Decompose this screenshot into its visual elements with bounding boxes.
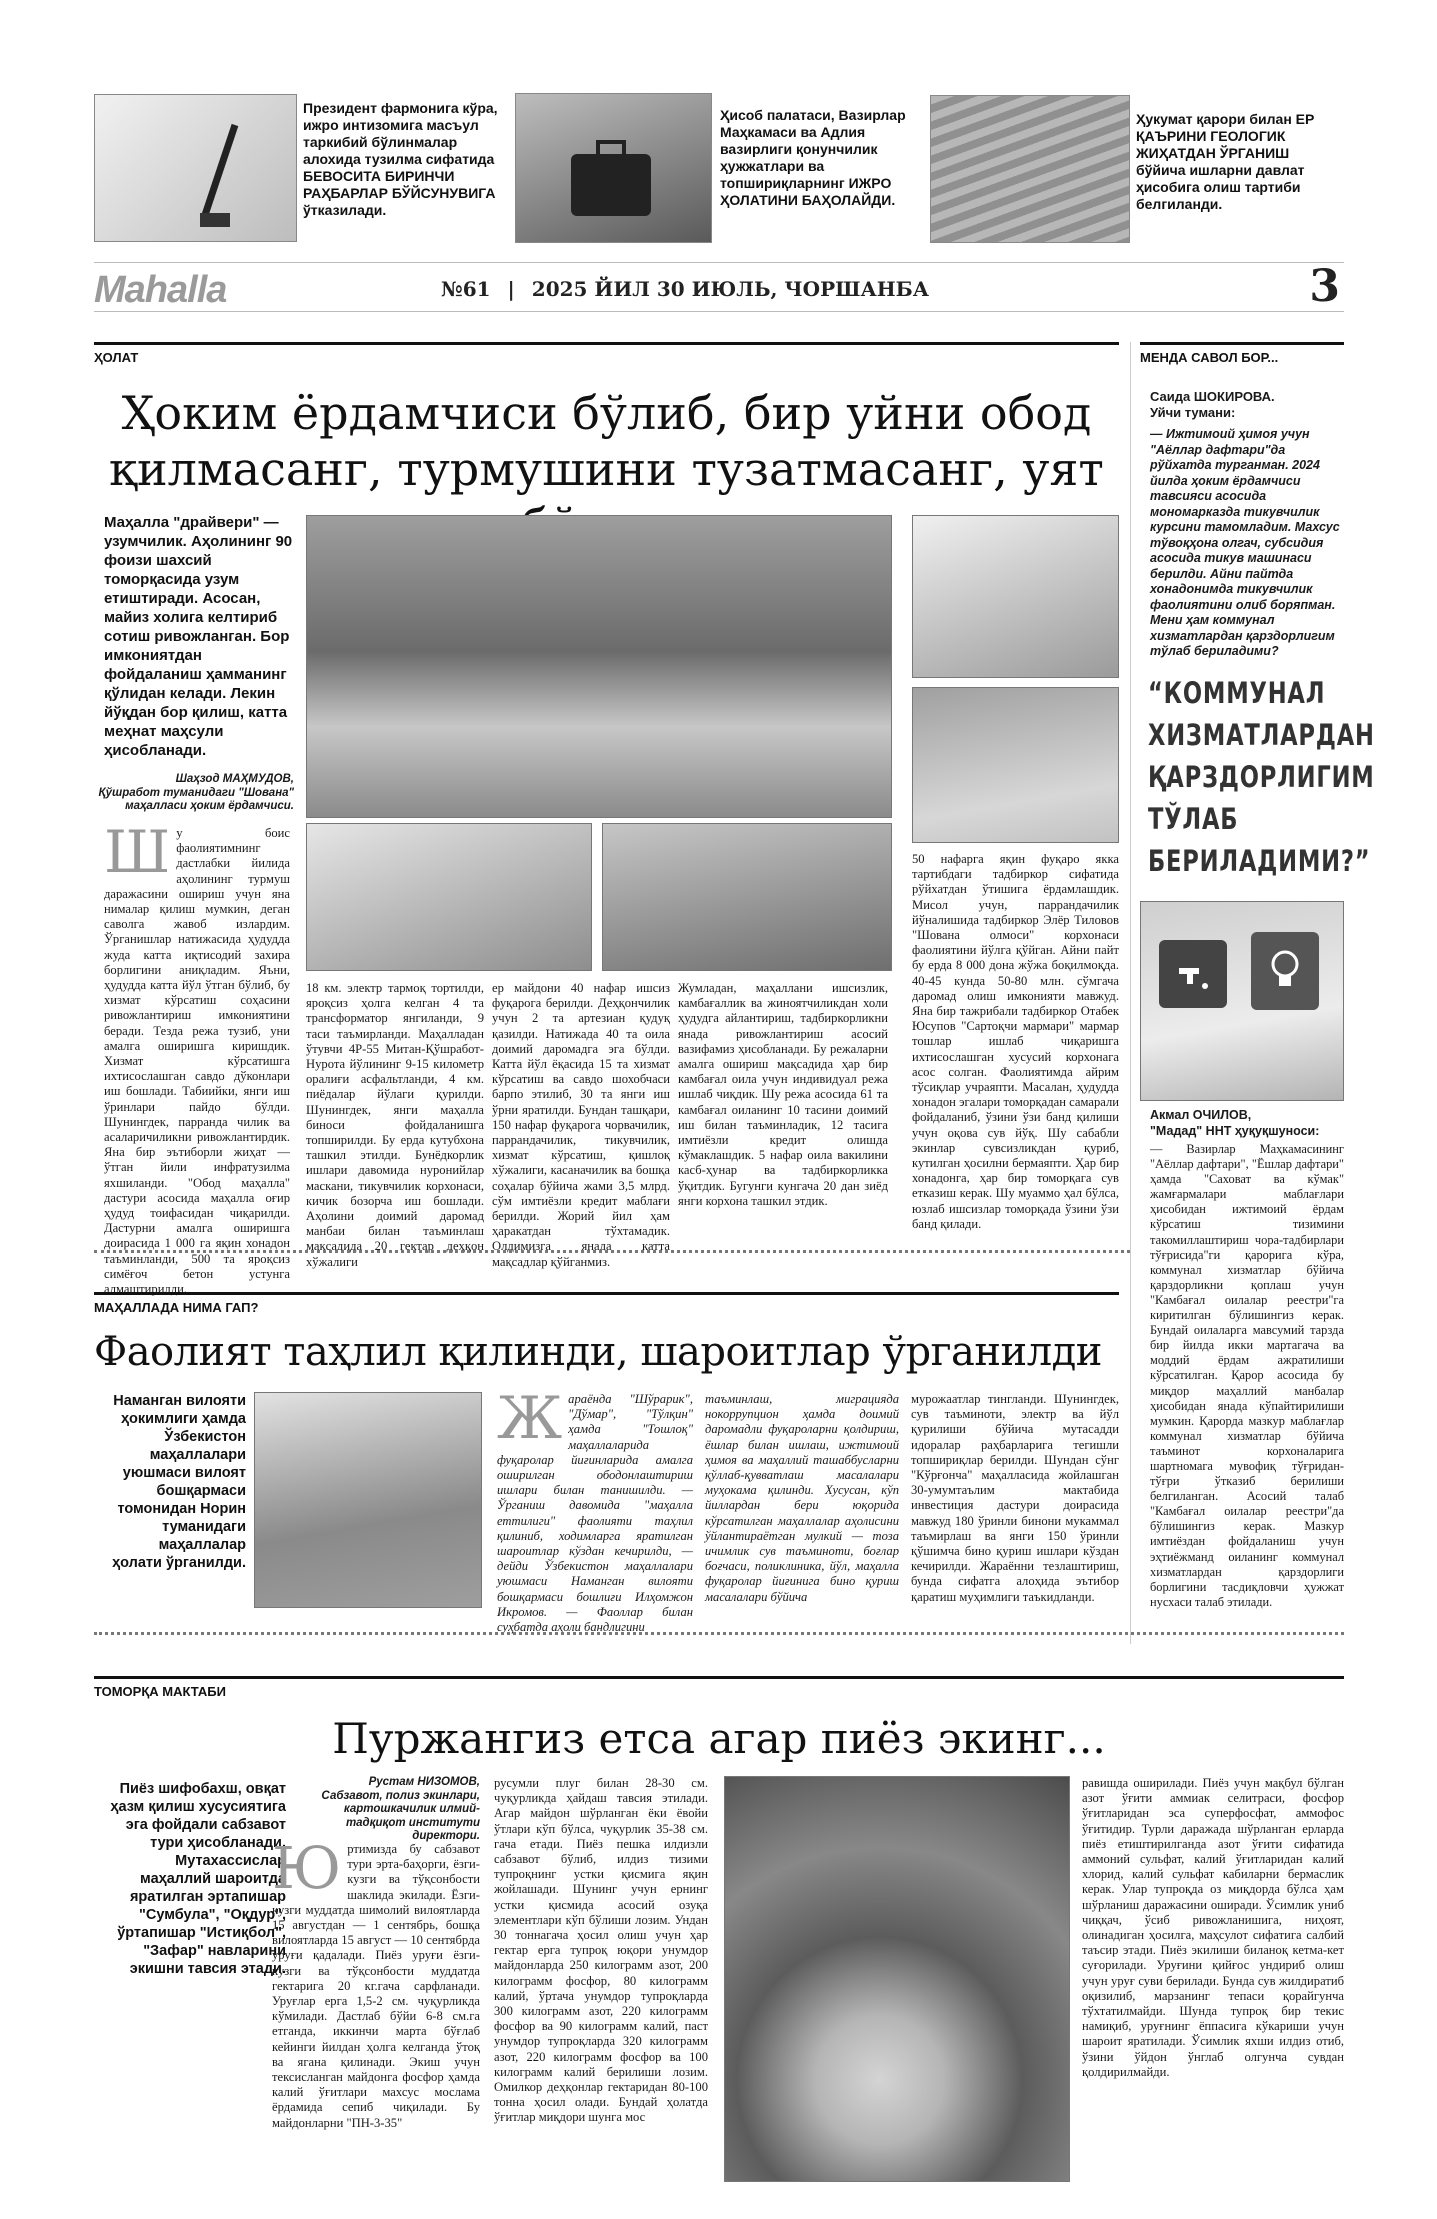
article1-main-photo <box>306 515 892 818</box>
issue-date: 2025 ЙИЛ 30 ИЮЛЬ, ЧОРШАНБА <box>531 277 930 301</box>
article2-col1-text: араёнда "Шўрарик", "Дўмар", "Тўлқин" ҳамда "Тошлоқ" маҳаллаларида фуқаролар йиғинларида амалга оширилган ободонлаштириш ишлари билан танишилди. — Ўрганиш давомида "маҳалла еттилиги" фаолияти таҳлил қилиниб, ходимларга яратилган шароитлар кўздан кечирилди, — дейди Ўзбекистон маҳаллалари уюшмаси Наманган вилояти бошқармаси бошлиғи Илҳомжон Икромов. — Фаоллар билан суҳбатда аҳоли бандлигини <box>497 1392 693 1635</box>
article1-col5: 50 нафарга яқин фуқаро якка тартибдаги тадбиркор сифатида рўйхатдан ўтишига ёрдамлашдик. Мисол учун, паррандачилик йўналишида тадбиркор Элёр Тиловов "Шована олмоси" корхонаси фаолиятини йўлга қўйган. Айни пайт бу ерда 8 000 дона жўжа боқилмоқда. 40-45 кунда 50-80 млн. сўмгача даромад олиш имконияти мавжуд. Яна бир тажрибали тадбиркор Отабек Юсупов "Сартоқчи мармари" мармар тошлар ишлаб чиқаришга ихтисослашган хусусий корхонага асос солган. Фаолиятимда айрим тўсиқлар учраяпти. Масалан, ҳудудда хонадон эгалари томорқадан самарали фойдаланиб, ўзини ўзи банд қилиши учун оқова сув йўқ. Шу сабабли экинлар сувсизликдан қуриб, кутилган ҳосилни бермаяпти. Ҳар бир хонадонга, ҳар бир томорқага сув етказиш керак. Шу муаммо ҳал бўлса, юзлаб ишсизлар томорқада ўзини ўзи банд қилади. <box>912 852 1119 1231</box>
article1-rubric: ҲОЛАТ <box>94 342 1119 365</box>
article1-headline-line2: қилмасанг, турмушини тузатмасанг, уят <box>109 442 1104 496</box>
article2-col3: мурожаатлар тингланди. Шунингдек, сув таъминоти, электр ва йўл қурилиши бўйича мутасадди идоралар раҳбарларига тегишли топшириқлар берилди. Шундан сўнг "Кўрғонча" маҳалласида жойлашган 30-умумтаълим мактабида инвестиция дастури доирасида мавжуд 180 ўринли бинони мукаммал таъмирлаш ва янги 150 ўринли қўшимча бино қуриш ишлари кўздан кечирилди. Жараённи тезлаштириш, бунда сифатга алоҳида эътибор қаратиш муҳимлиги таъкидланди. <box>911 1392 1119 1604</box>
article1-photo-electrician <box>912 515 1119 678</box>
section-divider-1 <box>94 1250 1130 1253</box>
teaser-3-photo <box>930 95 1130 243</box>
article1-col4: Жумладан, маҳаллани ишсизлик, камбағаллик ва жиноятчиликдан холи ҳудудга айлантириш, тадбиркорликни янада ривожлантириш асосий вазифамиз ҳисобланади. Бу режаларни амалга ошириш мақсадида ҳар бир камбағал оила учун индивидуал режа ишлаб чиқдик. Шу режа асосида 61 та камбағал оиланинг 10 тасини доимий иш билан таъминладик, 12 тасига имтиёзли кредит олишда кўмаклашдик. 5 нафар оила вакилини касб-ҳунар ва тадбиркорликка ўқитдик. Бугунги кунгача 20 дан зиёд янги корхона ташкил этдик. <box>678 981 888 1208</box>
teaser-3-text[interactable]: Ҳукумат қарори билан ЕР ҚАЪРИНИ ГЕОЛОГИК ЖИҲАТДАН ЎРГАНИШ бўйича ишларни давлат ҳисобига олиш тартиби белгиланди. <box>1136 111 1315 212</box>
light-bulb-icon <box>1251 932 1319 1010</box>
teaser-2-photo <box>515 93 712 243</box>
article2-lead: Наманган вилояти ҳокимлиги ҳамда Ўзбекистон маҳаллалари уюшмаси вилоят бошқармаси томонидан Норин туманидаги маҳаллалар ҳолати ўрганилди. <box>112 1393 246 1571</box>
article3-col2: русумли плуг билан 28-30 см. чуқурликда ҳайдаш тавсия этилади. Агар майдон шўрланган ёки ёвойи ўтлари кўп бўлса, чуқурлик 35-38 см. гача етади. Пиёз пешка илдизли сабзавот бўлиб, илдиз тизими тупроқнинг устки қисмига яқин жойлашади. Шунинг учун ернинг устки қисмида асосий озуқа элементлари кўп бўлиши лозим. Ундан 30 тоннагача ҳосил олиш учун ҳар гектар ерга тупроқ юқори унумдор майдонларда 250 килограмм азот, 200 килограмм фосфор, 80 килограмм калий, ўртача унумдор тупроқларда 300 килограмм азот, 220 килограмм фосфор ва 90 килограмм калий, паст унумдор тупроқларда 320 килограмм азот, 220 килограмм фосфор ва 100 килограмм калий берилиши лозим. Омилкор деҳқонлар гектаридан 80-100 тонна ҳосил олади. Бундай ҳолатда ўғитлар миқдори шунга мос <box>494 1776 708 2125</box>
article3-author-name: Рустам НИЗОМОВ, <box>368 1776 480 1788</box>
article2-photo <box>254 1392 482 1608</box>
teaser-2-text[interactable]: Ҳисоб палатаси, Вазирлар Маҳкамаси ва Адлия вазирлиги қонунчилик ҳужжатлари ва топшириқларнинг ИЖРО ҲОЛАТИНИ БАҲОЛАЙДИ. <box>720 107 906 208</box>
sidebar-divider <box>1130 342 1131 1644</box>
issue-number: №61 <box>441 277 491 301</box>
article3-lead: Пиёз шифобахш, овқат ҳазм қилиш хусусиятига эга фойдали сабзавот тури ҳисобланади. Мутахассислар маҳаллий шароитда яратилган эртапишар "Сумбула", "Оқдур", ўртапишар "Истиқбол", "Зафар" навларини экишни тавсия этади. <box>110 1781 286 1977</box>
sidebar-answer: — Вазирлар Маҳкамасининг "Аёллар дафтари", "Ёшлар дафтари" ҳамда "Саховат ва кўмак" жамғармалари маблағлари ҳисобидан ижтимоий ёрдам кўрсатиш тизимини такомиллаштириш чора-тадбирлари тўғрисида"ги қарорига кўра, коммунал хизматлар бўйича қарздорликни қоплаш учун "Камбағал оилалар реестри"га киритилган бўлишингиз керак. Бундай оилаларга мавсумий тарзда бир йилда икки мартагача ва моддий ёрдам ажратилиши кўрсатилган. Қарор асосида бу миқдор маҳаллий манбалар ҳисобидан янада кўпайтирилиши мумкин. Қарорда мазкур маблағлар коммунал хизматлар бўйича таъминот корхоналарига шартномага мувофиқ тўғридан-тўғри ўтказиб берилиши белгиланган. Асосий талаб "Камбағал оилалар реестри"да бўлишингиз керак. Мазкур имтиёздан фойдаланиш учун эҳтиёжманд оиланинг коммунал хизматлардан қарздорлиги борлигини тасдиқловчи ҳужжат нусхаси талаб этилади. <box>1150 1142 1344 1609</box>
sidebar-quote: “КОММУНАЛ ХИЗМАТЛАРДАН ҚАРЗДОРЛИГИМ ТЎЛАБ БЕРИЛАДИМИ?” <box>1148 676 1375 878</box>
article1-photo-office <box>306 823 592 971</box>
article1-dropcap: Ш <box>104 818 171 886</box>
article3-col3: равишда оширилади. Пиёз учун мақбул бўлган азот ўғити аммиак селитраси, фосфор ўғитларидан эса суперфосфат, аммофос ўғитидир. Турли даражада шўрланган ерларда пиёз етиштирилганда азот ўғити сифатида аммоний сульфат, калий ўғитларидан калий хлорид, калий сульфат кабиларни бермаслик керак. Улар тупроқда оз миқдорда бўлса ҳам шўрланиш даражасини оширади. Ўсимлик униб чиққач, ўсиб ривожланишига, ниҳоят, олинадиган ҳосилга, маҳсулот сифатига салбий таъсир этади. Пиёз экилиши биланоқ кетма-кет суғорилади. Уруғини қийғос ундириб олиш учун уруғ суви берилади. Бунда сув жилдиратиб оқизилиб, марзанинг тепаси қорайгунча тўхтатилмайди. Шунда тупроқ бир текис намиқиб, уруғнинг ёппасига кўкариши учун шароит яратилади. Ўсимлик яхши илдиз отиб, ўзини ўйдон ўнглаб олгунча сувдан қолдирилмайди. <box>1082 1776 1344 2079</box>
water-tap-icon <box>1159 940 1227 1008</box>
article2-rubric: МАҲАЛЛАДА НИМА ГАП? <box>94 1292 1119 1315</box>
teaser-1-text[interactable]: Президент фармонига кўра, ижро интизомига масъул таркибий бўлинмалар алохида тузилма сифатида БЕВОСИТА БИРИНЧИ РАҲБАРЛАР БЎЙСУНУВИГА ўтказилади. <box>303 100 498 218</box>
article1-author <box>94 773 294 814</box>
sidebar-asker-place: Уйчи тумани: <box>1150 405 1236 420</box>
sidebar-rubric: МЕНДА САВОЛ БОР... <box>1140 342 1344 365</box>
article3-photo-onions <box>724 1776 1070 2182</box>
sidebar-photo-utilities <box>1140 901 1344 1101</box>
issue-line <box>441 277 929 301</box>
sidebar-answerer-name: Акмал ОЧИЛОВ, <box>1150 1108 1252 1122</box>
article3-rubric: ТОМОРҚА МАКТАБИ <box>94 1676 1344 1699</box>
article2-col1 <box>497 1384 693 1635</box>
article3-col1-text: ртимизда бу сабзавот тури эрта-баҳорги, ёзги-кузги ва тўқсонбости шаклида экилади. Ёзги-кузги муддатда шимолий вилоятларда 15 августдан — 1 сентябрь, бошқа вилоятларда 15 август — 10 сентябрда уруғи қадалади. Пиёз уруғи ёзги-кузги ва тўқсонбости муддатда гектарига 20 кг.гача сарфланади. Уруғлар ерга 1,5-2 см. чуқурликда кўмилади. Дастлаб бўйи 6-8 см.га етганда, иккинчи марта бўғлаб кейинги йилдан ҳолга келганда ўтоқ ва ягана қилинади. Экиш учун тексисланган майдонга фосфор ҳамда калий ўғитлари махсус мослама ёрдамида сепиб чиқилади. Бу майдонларни "ПН-3-35" <box>272 1842 480 2130</box>
article1-headline-line1: Ҳоким ёрдамчиси бўлиб, бир уйни обод <box>121 386 1092 440</box>
logo: Mahalla <box>94 269 227 311</box>
article1-col2: 18 км. электр тармоқ тортилди, яроқсиз ҳолга келган 4 та трансформатор янгиланди, 9 таси таъмирланди. Маҳалладан ўтувчи 4Р-55 Митан-Қўшработ-Нурота йўлининг 9-15 километр оралиғи асфальтланди, 4 км. пиёдалар йўлаги қурилди. Шунингдек, янги маҳалла биноси фойдаланишга топширилди. Бу ерда кутубхона ташкил этилди. Бунёдкорлик ишлари давомида нуронийлар маскани, тикувчилик корхонаси, кичик бозорча иш бошлади. Аҳолини доимий даромад манбаи билан таъминлаш мақсадида 20 гектар деҳқон хўжалиги <box>306 981 484 1269</box>
sidebar-question: — Ижтимоий ҳимоя учун "Аёллар дафтари"да рўйхатда турганман. 2024 йилда ҳоким ёрдамчиси тавсияси асосида мономарказда тикувчилик курсини тамомладим. Махсус тўвоқҳона олгач, субсидия асосида тикув машинаси берилди. Айни пайтда хонадонимда тикувчилик фаолиятини олиб боряпман. Мени ҳам коммунал хизматлардан қарздорлигим тўлаб бериладими? <box>1150 427 1340 658</box>
article3-author-role: Сабзавот, полиз экинлари, картошкачилик илмий-тадқиқот институти директори. <box>321 1789 480 1842</box>
sidebar-asker <box>1150 389 1344 421</box>
issue-separator: | <box>507 277 515 301</box>
teaser-1-photo <box>94 94 297 242</box>
article3-dropcap: Ю <box>272 1834 342 1902</box>
sidebar-answerer-role: "Мадад" ННТ ҳуқуқшуноси: <box>1150 1123 1320 1138</box>
article1-lead: Маҳалла "драйвери" — узумчилик. Аҳолининг 90 фоизи шахсий томорқасида узум етиштиради. Асосан, майиз холига келтириб сотиш ривожланган. Бор имкониятдан фойдаланиш ҳамманинг қўлидан келади. Лекин йўқдан бор қилиш, катта меҳнат маҳсули ҳисобланади. <box>104 514 293 759</box>
article1-author-name: Шаҳзод МАҲМУДОВ, <box>175 773 294 785</box>
article1-col1-text: у боис фаолиятимнинг дастлабки йилида аҳолининг турмуш даражасини ошириш учун яна нималар қилиш мумкин, деган саволга жавоб излардим. Ўрганишлар натижасида ҳудудда жуда катта иқтисодий захира борлигини аниқладим. Яъни, ҳудудда катта йўл ўтган бўлиб, бу хизмат кўрсатиш соҳасини ривожлантириш имкониятини беради. Тезда режа тузиб, уни амалга оширишга киришдик. Хизмат кўрсатишга ихтисослашган савдо дўконлари иш бошлади. Табиийки, янги иш ўринлари пайдо бўлди. Шунингдек, парранда чилик ва асаларичиликни ривожлантирдик. Яна бир эътиборли жиҳат — ўтган йили инфратузилма яхшиланди. "Обод маҳалла" дастури асосида маҳалла оғир ҳудуд тоифасидан чиқарилди. Дастурни амалга оширишга доирасида 1 000 га яқин хонадон таъминланди, 500 та яроқсиз симёғоч бетон устунга алмаштирилди. <box>104 826 290 1297</box>
article1-photo-poultry <box>912 687 1119 843</box>
section-divider-2 <box>94 1632 1344 1635</box>
article2-headline: Фаолият таҳлил қилинди, шароитлар ўрганилди <box>94 1329 1102 1375</box>
article3-col1 <box>272 1834 480 2182</box>
article1-photo-tractor <box>602 823 892 971</box>
sidebar-asker-name: Саида ШОКИРОВА. <box>1150 389 1275 404</box>
article1-col1 <box>104 818 290 1297</box>
article3-headline: Пуржангиз етса агар пиёз экинг... <box>332 1714 1106 1763</box>
pen-icon <box>95 95 298 243</box>
masthead <box>94 262 1344 312</box>
page-number: 3 <box>1309 261 1340 312</box>
briefcase-icon <box>516 94 713 244</box>
article2-dropcap: Ж <box>497 1384 563 1452</box>
article1-author-role: Қўшработ туманидаги "Шована" маҳалласи ҳоким ёрдамчиси. <box>98 786 294 812</box>
article1-col3: ер майдони 40 нафар ишсиз фуқарога берилди. Деҳқончилик учун 2 та артезиан қудуқ қазилди. Натижада 40 та оила доимий даромадга эга бўлди. Катта йўл ёқасида 15 та хизмат кўрсатиш ва савдо шохобчаси барпо этилиб, 30 та янги иш ўрни яратилди. Бундан ташқари, 150 нафар фуқарога чорвачилик, паррандачилик, тикувчилик, хизмат кўрсатиш, қишлоқ хўжалиги, касаначилик ва бошқа соҳалар бўйича жами 3,5 млрд. сўм имтиёзли кредит маблағи берилди. Жорий йил ҳам ҳаракатдан тўхтамадик. Олдимизга янада катта мақсадлар қўйганмиз. <box>492 981 670 1269</box>
sidebar-answerer <box>1150 1108 1344 1139</box>
article2-col2: таъминлаш, миграцияда нокоррупцион ҳамда доимий даромадли фуқароларни қолдириш, ёшлар билан ишлаш, ижтимоий ҳимоя ва маҳаллий ташаббусларни қўллаб-қувватлаш масалалари муҳокама қилинди. Хусусан, кўп йиллардан бери юқорида кўрсатилган маҳаллалар аҳолисини ўйлантираётган мулкий — тоза ичимлик сув таъминоти, боғлар боғчаси, поликлиника, йўл, маҳалла фуқаролар йиғинига бино қуриш масалалари бўйича <box>705 1392 899 1604</box>
